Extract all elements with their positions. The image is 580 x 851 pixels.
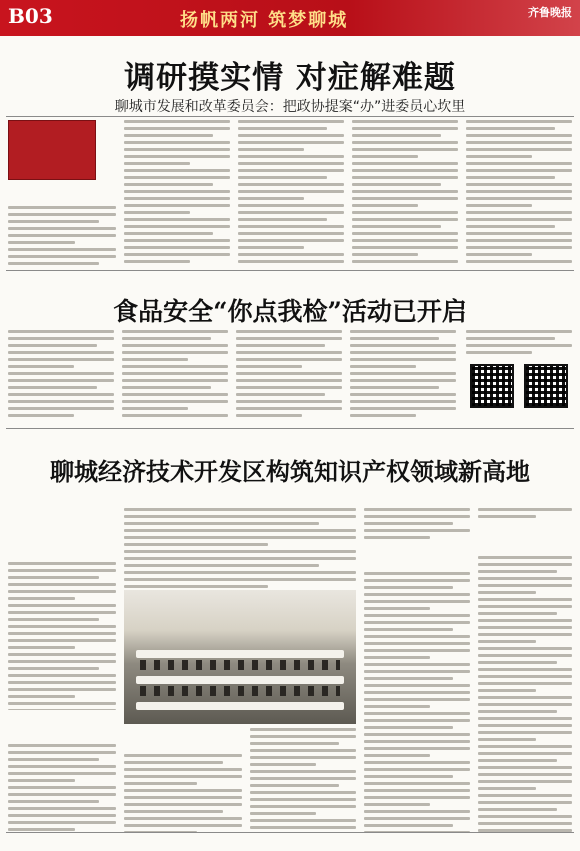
article3-text-col-2: [124, 754, 242, 832]
article2-text-col-1: [8, 330, 114, 420]
article1-text-col-5: [466, 120, 572, 266]
article3-title: 聊城经济技术开发区构筑知识产权领域新高地: [50, 457, 530, 486]
article3-text-col-5: [478, 508, 572, 524]
article1-photo: [8, 120, 96, 180]
masthead: [0, 0, 580, 36]
article1-text-col-2: [124, 120, 230, 266]
divider: [6, 832, 574, 833]
article1-text-col-4: [352, 120, 458, 266]
paper-logo: 齐鲁晚报: [528, 6, 572, 19]
article3-text-col-1b: [8, 744, 116, 832]
article1-title: 调研摸实情 对症解难题: [124, 60, 456, 96]
article1-text-col-3: [238, 120, 344, 266]
divider: [6, 116, 574, 117]
page-number: B03: [8, 4, 53, 28]
article3-text-col-1: [8, 562, 116, 710]
qr-code: [524, 364, 568, 408]
qr-code: [470, 364, 514, 408]
article1-subtitle: 聊城市发展和改革委员会：把政协提案“办”进委员心坎里: [114, 99, 466, 115]
article3-text-col-3: [250, 728, 356, 832]
article3-text-col-5b: [478, 556, 572, 832]
article2-title: 食品安全“你点我检”活动已开启: [113, 297, 467, 326]
masthead-slogan: 扬帆两河 筑梦聊城: [180, 10, 349, 31]
divider: [6, 428, 574, 429]
article3-photo: [124, 590, 356, 724]
article3-text-col-4b: [364, 572, 470, 832]
article3-lede: [124, 508, 356, 576]
divider: [6, 270, 574, 271]
article2-text-col-3: [236, 330, 342, 420]
article2-text-col-5: [466, 330, 572, 360]
article3-text-col-4: [364, 508, 470, 540]
article1-text-col-1: [8, 206, 116, 266]
article2-text-col-2: [122, 330, 228, 420]
article2-text-col-4: [350, 330, 456, 420]
